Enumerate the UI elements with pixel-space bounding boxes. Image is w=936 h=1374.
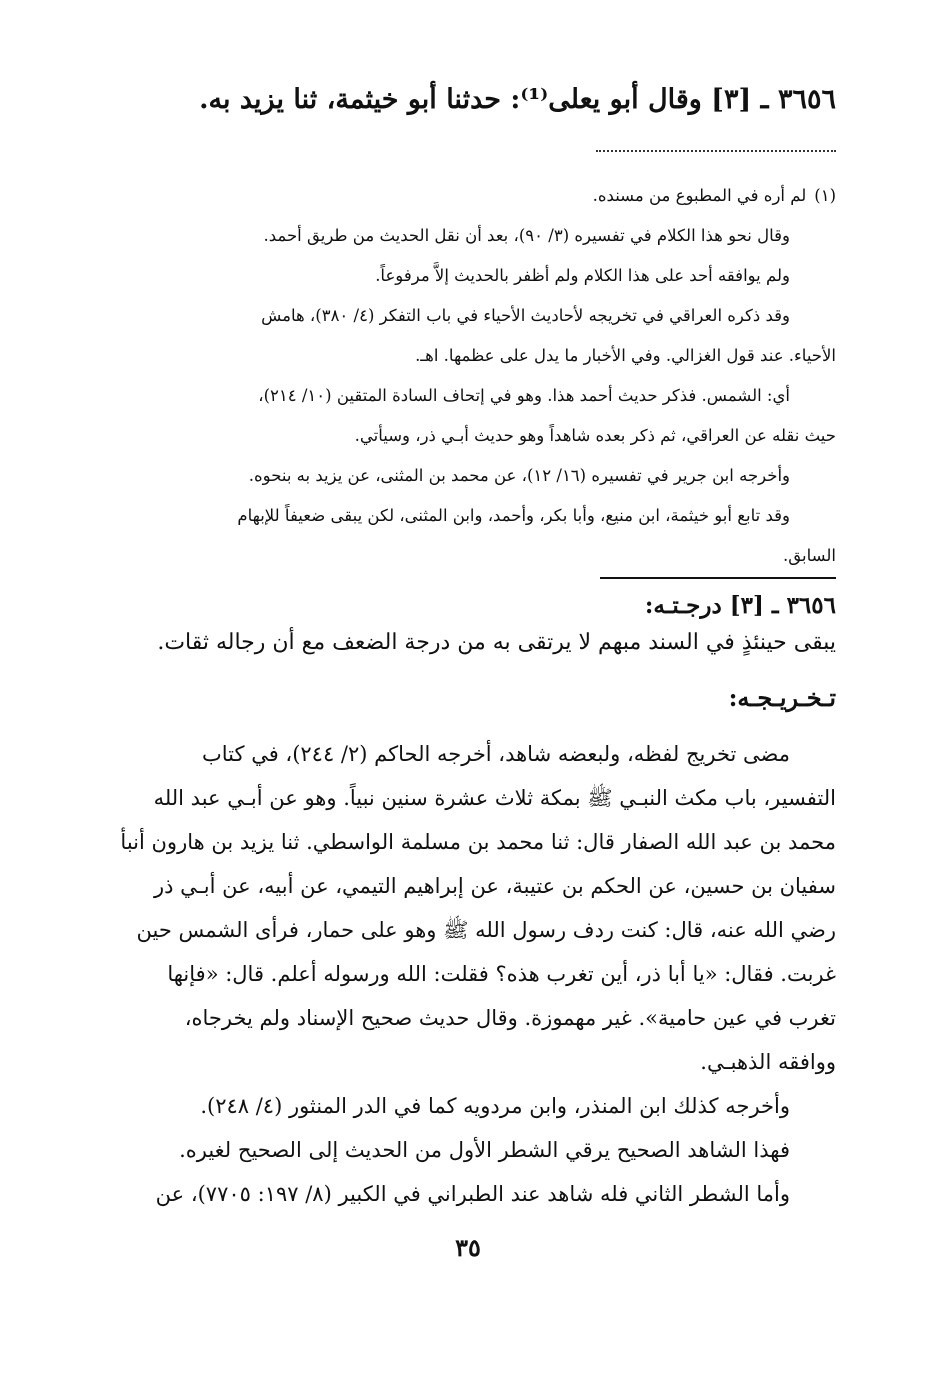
takhrij-title: تـخـريـجـه: xyxy=(728,683,836,712)
body-line: مضى تخريج لفظه، ولبعضه شاهد، أخرجه الحاكم (٢/ ٢٤٤)، في كتاب xyxy=(202,742,790,766)
body-line: فهذا الشاهد الصحيح يرقي الشطر الأول من الحديث إلى الصحيح لغيره. xyxy=(179,1138,790,1162)
page-number: ٣٥ xyxy=(455,1233,481,1262)
body-line: رضي الله عنه، قال: كنت ردف رسول الله ﷺ وهو على حمار، فرأى الشمس حين xyxy=(136,918,836,942)
body-line: تغرب في عين حامية». غير مهموزة. وقال حديث صحيح الإسناد ولم يخرجاه، xyxy=(184,1006,836,1030)
footnote-line: السابق. xyxy=(783,546,836,565)
footnote-line: وقد ذكره العراقي في تخريجه لأحاديث الأحياء في باب التفكر (٤/ ٣٨٠)، هامش xyxy=(261,306,790,325)
grade-section-title: ٣٦٥٦ ـ [٣] درجـتـه: xyxy=(644,592,836,619)
footnote-line xyxy=(100,176,836,216)
body-line: التفسير، باب مكث النبـي ﷺ بمكة ثلاث عشرة سنين نبياً. وهو عن أبـي عبد الله xyxy=(153,786,836,810)
takhrij-body xyxy=(100,732,836,1216)
body-line: ووافقه الذهبـي. xyxy=(700,1050,836,1074)
section-separator-rule xyxy=(600,577,836,579)
body-line: محمد بن عبد الله الصفار قال: ثنا محمد بن مسلمة الواسطي. ثنا يزيد بن هارون أنبأ xyxy=(120,830,836,854)
footnote-text: لم أره في المطبوع من مسنده. xyxy=(592,186,807,205)
book-page xyxy=(100,0,836,1374)
footnote-line: وقال نحو هذا الكلام في تفسيره (٣/ ٩٠)، بعد أن نقل الحديث من طريق أحمد. xyxy=(263,226,790,245)
body-line: وأما الشطر الثاني فله شاهد عند الطبراني في الكبير (٨/ ١٩٧: ٧٧٠٥)، عن xyxy=(155,1182,790,1206)
footnote-line: ولم يوافقه أحد على هذا الكلام ولم أظفر بالحديث إلاَّ مرفوعاً. xyxy=(375,266,790,285)
footnotes-block xyxy=(100,176,836,576)
footnote-line: أي: الشمس. فذكر حديث أحمد هذا. وهو في إتحاف السادة المتقين (١٠/ ٢١٤)، xyxy=(258,386,790,405)
footnote-line: الأحياء. عند قول الغزالي. وفي الأخبار ما يدل على عظمها. اهـ. xyxy=(415,346,836,365)
footnote-line: وقد تابع أبو خيثمة، ابن منيع، وأبا بكر، وأحمد، وابن المثنى، لكن يبقى ضعيفاً للإبهام xyxy=(237,506,790,525)
footnote-dotted-separator xyxy=(596,150,836,152)
hadith-heading: ٣٦٥٦ ـ [٣] وقال أبو يعلى⁽¹⁾: حدثنا أبو خيثمة، ثنا يزيد به. xyxy=(199,84,836,115)
grade-section-text: يبقى حينئذٍ في السند مبهم لا يرتقى به من درجة الضعف مع أن رجاله ثقات. xyxy=(157,630,836,655)
body-line: غربت. فقال: «يا أبا ذر، أين تغرب هذه؟ فقلت: الله ورسوله أعلم. قال: «فإنها xyxy=(167,962,836,986)
footnote-line: وأخرجه ابن جرير في تفسيره (١٦/ ١٢)، عن محمد بن المثنى، عن يزيد به بنحوه. xyxy=(248,466,790,485)
body-line: وأخرجه كذلك ابن المنذر، وابن مردويه كما في الدر المنثور (٤/ ٢٤٨). xyxy=(200,1094,790,1118)
body-line: سفيان بن حسين، عن الحكم بن عتيبة، عن إبراهيم التيمي، عن أبيه، عن أبـي ذر xyxy=(153,874,836,898)
footnote-number: (١) xyxy=(814,186,836,205)
footnote-line: حيث نقله عن العراقي، ثم ذكر بعده شاهداً وهو حديث أبـي ذر، وسيأتي. xyxy=(354,426,836,445)
